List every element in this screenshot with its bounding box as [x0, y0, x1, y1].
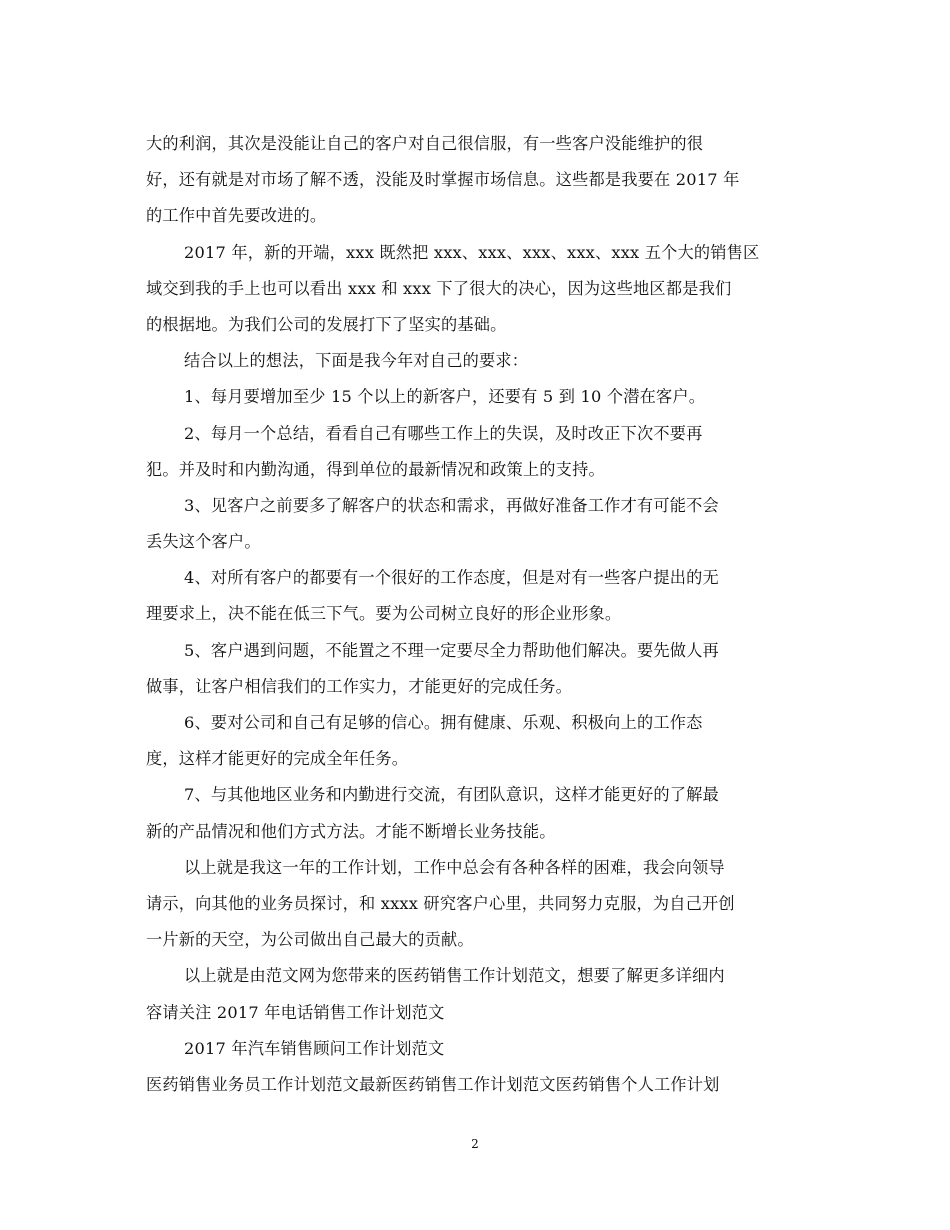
text-line: 1、每月要增加至少 15 个以上的新客户，还要有 5 到 10 个潜在客户。 — [184, 387, 706, 407]
text-line: 2017 年，新的开端，xxx 既然把 xxx、xxx、xxx、xxx、xxx 五个大的销售区 — [184, 242, 760, 262]
text-line: 5、客户遇到问题，不能置之不理一定要尽全力帮助他们解决。要先做人再 — [184, 640, 719, 660]
page-number: 2 — [471, 1137, 479, 1151]
text-line: 新的产品情况和他们方式方法。才能不断增长业务技能。 — [146, 821, 556, 841]
text-line: 的工作中首先要改进的。 — [146, 206, 327, 226]
text-line: 2017 年汽车销售顾问工作计划范文 — [184, 1038, 445, 1058]
text-line: 结合以上的想法，下面是我今年对自己的要求： — [184, 351, 529, 371]
text-line: 请示，向其他的业务员探讨，和 xxxx 研究客户心里，共同努力克服，为自己开创 — [146, 893, 735, 913]
text-line: 以上就是我这一年的工作计划，工作中总会有各种各样的困难，我会向领导 — [184, 857, 725, 877]
text-line: 以上就是由范文网为您带来的医药销售工作计划范文，想要了解更多详细内 — [184, 966, 725, 986]
text-line: 7、与其他地区业务和内勤进行交流，有团队意识，这样才能更好的了解最 — [184, 785, 719, 805]
text-line: 好，还有就是对市场了解不透，没能及时掌握市场信息。这些都是我要在 2017 年 — [146, 170, 740, 190]
text-line: 2、每月一个总结，看看自己有哪些工作上的失误，及时改正下次不要再 — [184, 423, 703, 443]
text-line: 域交到我的手上也可以看出 xxx 和 xxx 下了很大的决心，因为这些地区都是我们 — [146, 278, 732, 298]
text-line: 4、对所有客户的都要有一个很好的工作态度，但是对有一些客户提出的无 — [184, 568, 719, 588]
text-line: 6、要对公司和自己有足够的信心。拥有健康、乐观、积极向上的工作态 — [184, 713, 703, 732]
text-line: 犯。并及时和内勤沟通，得到单位的最新情况和政策上的支持。 — [146, 459, 605, 479]
text-line: 3、见客户之前要多了解客户的状态和需求，再做好准备工作才有可能不会 — [184, 495, 719, 515]
text-line: 医药销售业务员工作计划范文最新医药销售工作计划范文医药销售个人工作计划 — [146, 1074, 720, 1094]
text-line: 容请关注 2017 年电话销售工作计划范文 — [146, 1002, 445, 1022]
body-text — [146, 126, 806, 1103]
text-line: 的根据地。为我们公司的发展打下了坚实的基础。 — [146, 314, 507, 334]
text-line: 度，这样才能更好的完成全年任务。 — [146, 749, 409, 769]
text-line: 理要求上，决不能在低三下气。要为公司树立良好的形企业形象。 — [146, 604, 622, 624]
text-line: 丢失这个客户。 — [146, 532, 261, 552]
text-line: 做事，让客户相信我们的工作实力，才能更好的完成任务。 — [146, 676, 573, 696]
text-line: 大的利润，其次是没能让自己的客户对自己很信服，有一些客户没能维护的很 — [146, 134, 704, 153]
text-line: 一片新的天空，为公司做出自己最大的贡献。 — [146, 930, 474, 950]
